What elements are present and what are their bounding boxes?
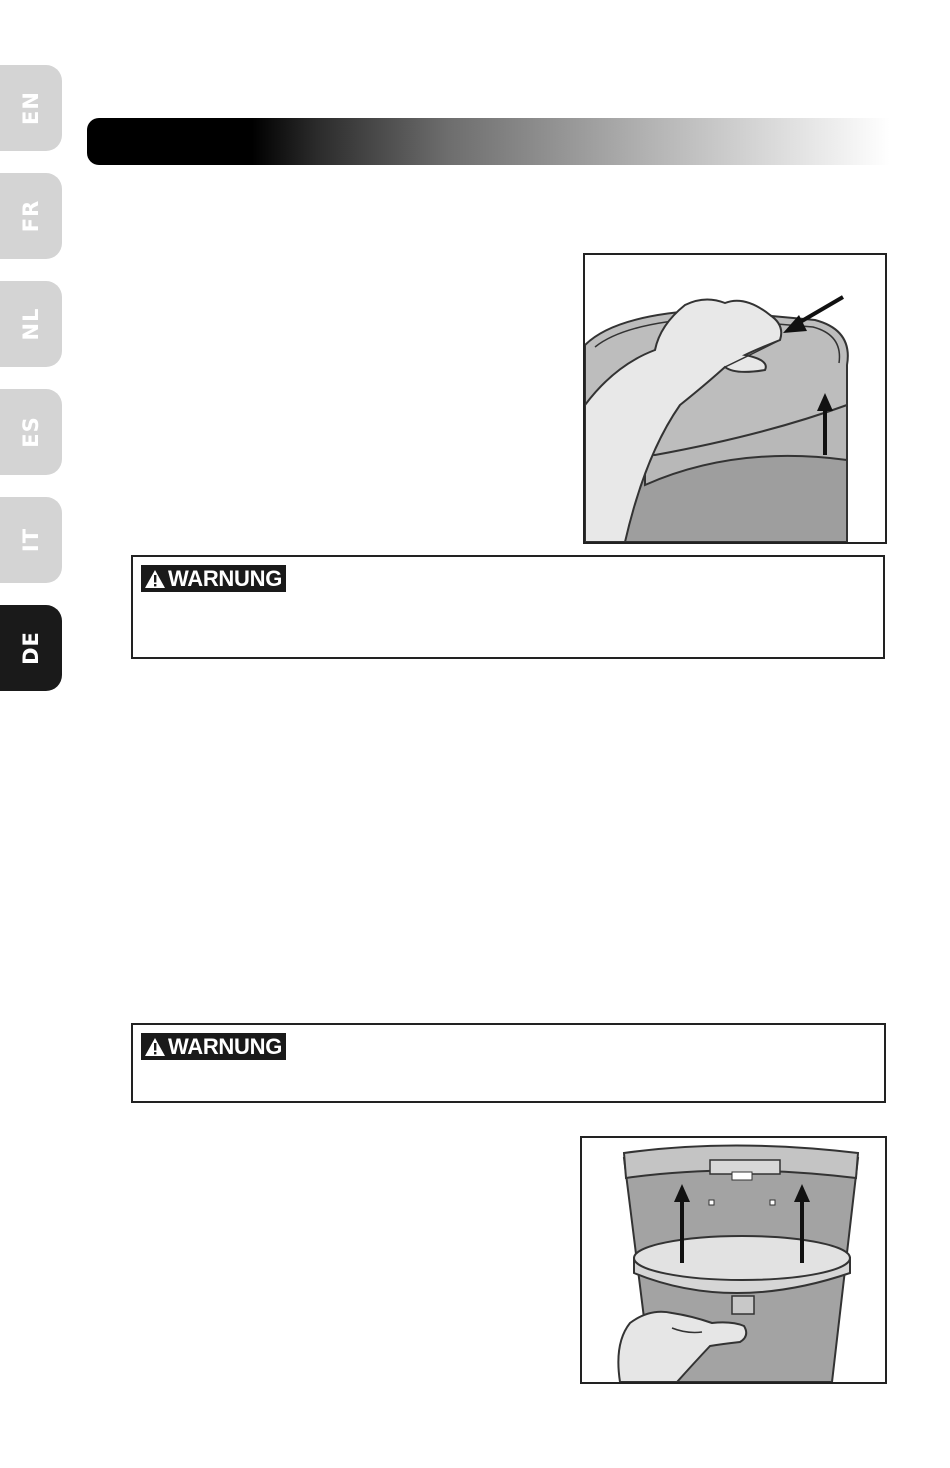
hand-lifting-float-from-tank-illustration bbox=[580, 1136, 887, 1384]
warning-triangle-icon bbox=[144, 569, 166, 589]
warning-label-text: WARNUNG bbox=[168, 1033, 283, 1059]
language-tab-it[interactable] bbox=[0, 497, 62, 583]
language-tab-de[interactable] bbox=[0, 605, 62, 691]
warning-triangle-icon bbox=[144, 1037, 166, 1057]
warning-box bbox=[131, 555, 885, 659]
warning-box bbox=[131, 1023, 886, 1103]
language-tab-label: NL bbox=[19, 307, 43, 341]
language-tab-label: EN bbox=[19, 91, 43, 125]
language-tab-label: DE bbox=[19, 631, 43, 665]
warning-label bbox=[141, 1033, 286, 1060]
hand-lifting-tank-lid-illustration bbox=[583, 253, 887, 544]
warning-label-text: WARNUNG bbox=[168, 565, 283, 591]
language-tab-label: IT bbox=[19, 527, 43, 553]
warning-label bbox=[141, 565, 286, 592]
section-header-bar bbox=[87, 118, 890, 165]
language-tab-nl[interactable] bbox=[0, 281, 62, 367]
language-tab-label: ES bbox=[19, 416, 43, 448]
language-tab-es[interactable] bbox=[0, 389, 62, 475]
language-tab-label: FR bbox=[19, 199, 43, 233]
language-tab-fr[interactable] bbox=[0, 173, 62, 259]
language-tab-en[interactable] bbox=[0, 65, 62, 151]
